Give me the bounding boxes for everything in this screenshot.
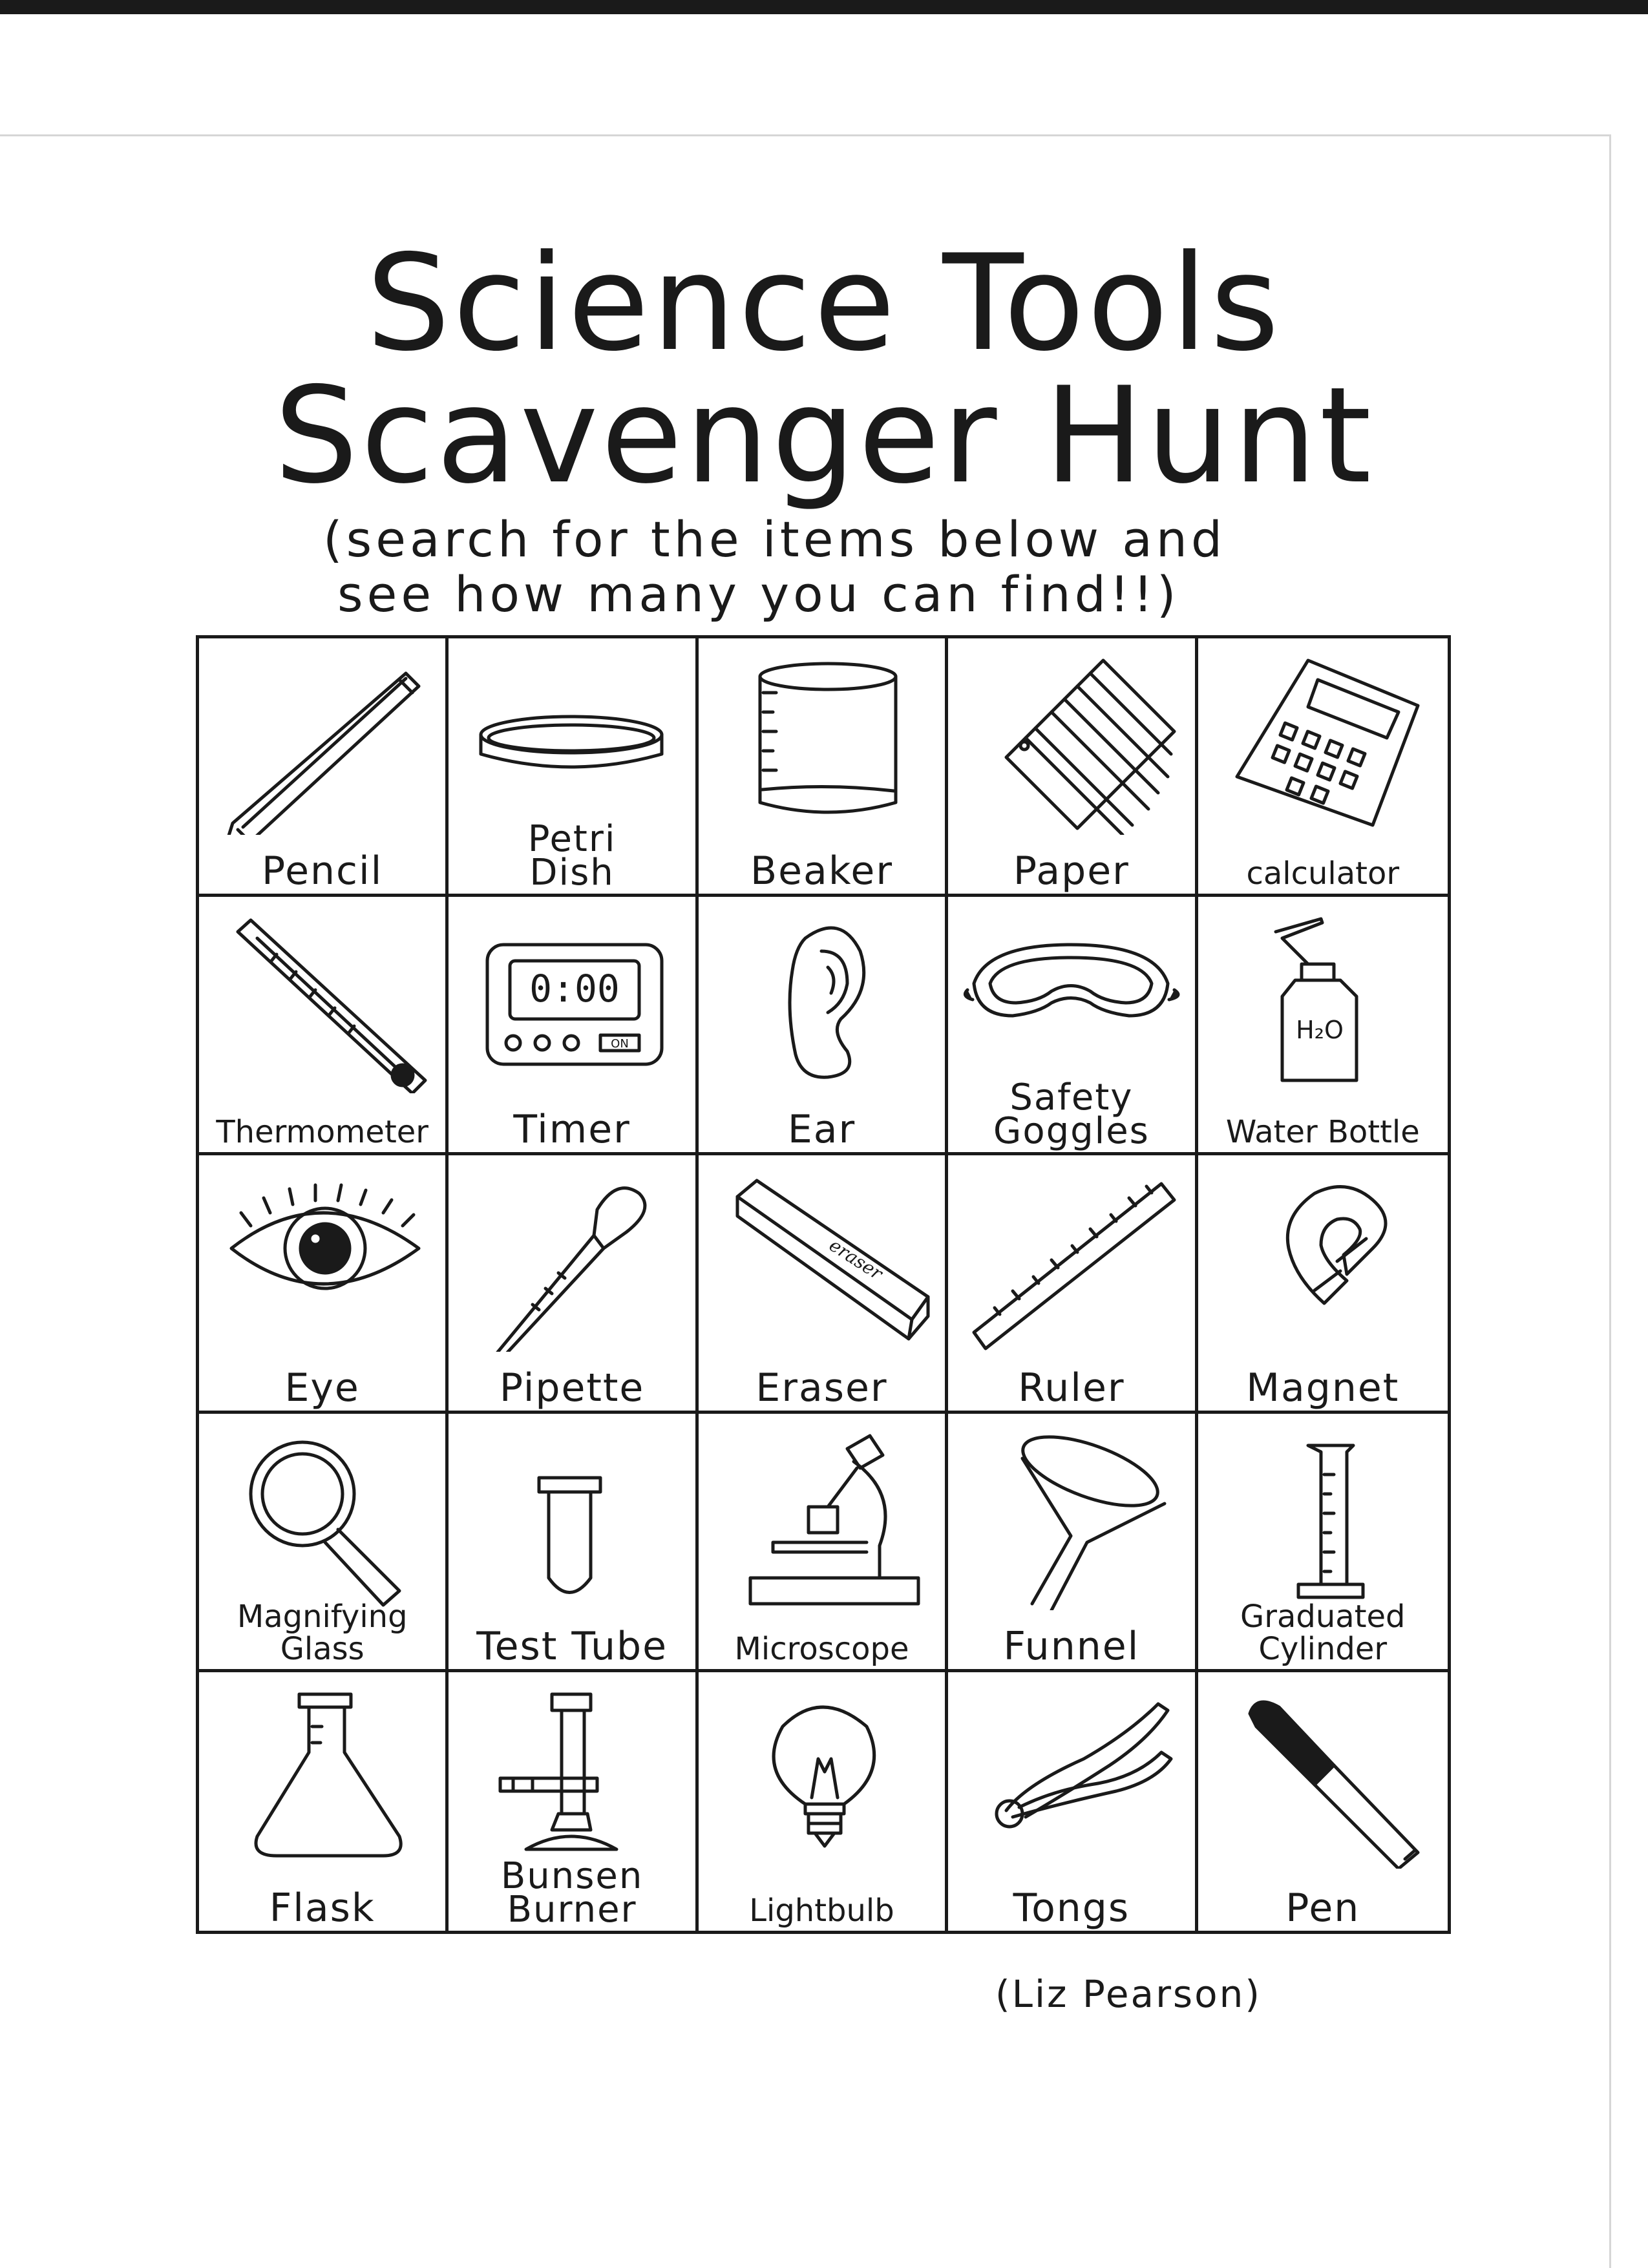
cell-label: Timer	[513, 1107, 631, 1152]
water-bottle-icon	[1211, 906, 1434, 1093]
grid-cell-funnel	[948, 1414, 1198, 1672]
magnet-icon	[1211, 1164, 1434, 1352]
timer-on-text: ON	[611, 1037, 629, 1051]
cell-label: Ear	[787, 1107, 856, 1152]
grid-cell-magnet	[1198, 1155, 1448, 1414]
cell-label: Magnifying Glass	[237, 1599, 408, 1667]
cell-label: Funnel	[1003, 1624, 1140, 1669]
pencil-icon	[212, 647, 435, 835]
grid-cell-thermometer	[199, 897, 449, 1155]
bunsen-burner-icon	[461, 1681, 684, 1869]
flask-icon	[212, 1681, 435, 1869]
test-tube-icon	[461, 1423, 684, 1610]
eye-icon	[212, 1164, 435, 1352]
cell-label: Magnet	[1246, 1365, 1400, 1411]
grid-cell-flask	[199, 1672, 449, 1931]
grid-cell-graduated-cylinder	[1198, 1414, 1448, 1672]
grid-cell-pipette	[449, 1155, 698, 1414]
grid-cell-paper	[948, 638, 1198, 897]
ear-icon	[712, 906, 935, 1093]
timer-icon	[461, 906, 684, 1093]
cell-label: Pen	[1285, 1885, 1360, 1931]
goggles-icon	[961, 906, 1184, 1093]
grid-cell-eye	[199, 1155, 449, 1414]
cell-label: Pipette	[499, 1365, 645, 1411]
cell-label: Pencil	[262, 848, 383, 894]
grid-cell-calculator	[1198, 638, 1448, 897]
funnel-icon	[961, 1423, 1184, 1610]
petri-dish-icon	[461, 647, 684, 835]
scavenger-hunt-grid	[196, 635, 1451, 1934]
author-credit: (Liz Pearson)	[995, 1972, 1262, 2016]
graduated-cylinder-icon	[1211, 1423, 1434, 1610]
title-line-1: Science Tools	[366, 227, 1282, 381]
eraser-icon	[712, 1164, 935, 1352]
scan-top-edge	[0, 0, 1648, 14]
tongs-icon	[961, 1681, 1184, 1869]
calculator-icon	[1211, 647, 1434, 835]
bottle-label-text: H₂O	[1295, 1016, 1344, 1044]
beaker-icon	[712, 647, 935, 835]
grid-cell-test-tube	[449, 1414, 698, 1672]
pipette-icon	[461, 1164, 684, 1352]
pen-icon	[1211, 1681, 1434, 1869]
cell-label: Beaker	[750, 848, 894, 894]
cell-label: Graduated Cylinder	[1240, 1599, 1406, 1667]
grid-cell-eraser	[699, 1155, 948, 1414]
cell-label: Test Tube	[476, 1624, 668, 1669]
cell-label: calculator	[1246, 856, 1400, 892]
timer-display-text: 0:00	[529, 967, 620, 1011]
cell-label: Microscope	[734, 1631, 909, 1667]
lightbulb-icon	[712, 1681, 935, 1869]
ruler-icon	[961, 1164, 1184, 1352]
cell-label: Thermometer	[216, 1114, 429, 1150]
grid-cell-ear	[699, 897, 948, 1155]
cell-label: Tongs	[1013, 1885, 1130, 1931]
cell-label: Eraser	[755, 1365, 888, 1411]
grid-cell-bunsen-burner	[449, 1672, 698, 1931]
grid-cell-beaker	[699, 638, 948, 897]
cell-label: Water Bottle	[1225, 1114, 1420, 1150]
grid-cell-lightbulb	[699, 1672, 948, 1931]
grid-cell-magnifying-glass	[199, 1414, 449, 1672]
subtitle-line-2: see how many you can find!!)	[337, 565, 1180, 623]
cell-label: Eye	[284, 1365, 360, 1411]
grid-cell-ruler	[948, 1155, 1198, 1414]
magnifying-glass-icon	[212, 1423, 435, 1610]
paper-icon	[961, 647, 1184, 835]
grid-cell-timer	[449, 897, 698, 1155]
cell-label: Safety Goggles	[993, 1076, 1150, 1152]
subtitle-line-1: (search for the items below and	[323, 510, 1227, 568]
microscope-icon	[712, 1423, 935, 1610]
eraser-text: eraser	[825, 1234, 887, 1285]
cell-label: Petri Dish	[527, 818, 617, 894]
grid-cell-pen	[1198, 1672, 1448, 1931]
cell-label: Lightbulb	[749, 1893, 894, 1929]
cell-label: Flask	[269, 1885, 375, 1931]
grid-cell-tongs	[948, 1672, 1198, 1931]
grid-cell-microscope	[699, 1414, 948, 1672]
grid-cell-pencil	[199, 638, 449, 897]
cell-label: Bunsen Burner	[500, 1855, 644, 1931]
thermometer-icon	[212, 906, 435, 1093]
cell-label: Ruler	[1018, 1365, 1125, 1411]
grid-cell-water-bottle	[1198, 897, 1448, 1155]
grid-cell-petri-dish	[449, 638, 698, 897]
cell-label: Paper	[1013, 848, 1130, 894]
grid-cell-safety-goggles	[948, 897, 1198, 1155]
title-line-2: Scavenger Hunt	[274, 359, 1374, 513]
